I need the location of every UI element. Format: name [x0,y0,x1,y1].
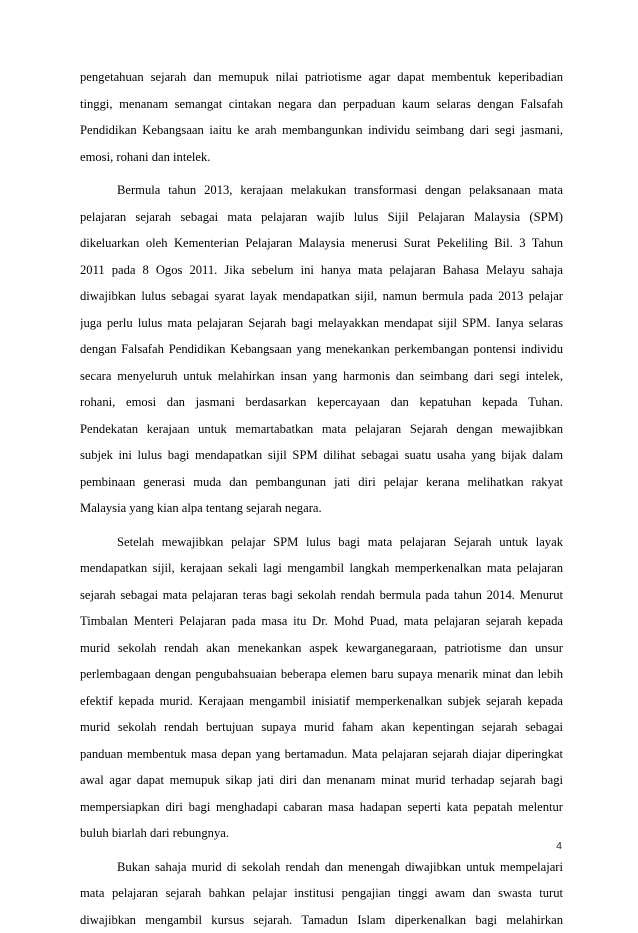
text-line: buluh biarlah dari rebungnya. [80,820,563,847]
text-line: Pendidikan Kebangsaan iaitu ke arah membangunkan individu seimbang dari segi jasmani, [80,117,563,144]
text-line: mempersiapkan diri bagi menghadapi cabaran masa hadapan seperti kata pepatah melentur [80,794,563,821]
text-line: tinggi, menanam semangat cintakan negara dan perpaduan kaum selaras dengan Falsafah [80,91,563,118]
text-line: juga perlu lulus mata pelajaran Sejarah bagi melayakkan mendapat sijil SPM. Ianya selaras [80,310,563,337]
text-line: dengan Falsafah Pendidikan Kebangsaan yang menekankan perkembangan pontensi individu [80,336,563,363]
text-line: panduan membentuk masa depan yang bertamadun. Mata pelajaran sejarah diajar diperingkat [80,741,563,768]
text-line: Bermula tahun 2013, kerajaan melakukan transformasi dengan pelaksanaan mata [80,177,563,204]
text-line: Setelah mewajibkan pelajar SPM lulus bagi mata pelajaran Sejarah untuk layak [80,529,563,556]
text-line: pengetahuan sejarah dan memupuk nilai patriotisme agar dapat membentuk keperibadian [80,64,563,91]
paragraph-1 [80,64,563,170]
text-line: dikeluarkan oleh Kementerian Pelajaran Malaysia menerusi Surat Pekeliling Bil. 3 Tahun [80,230,563,257]
text-line: Pendekatan kerajaan untuk memartabatkan mata pelajaran Sejarah dengan mewajibkan [80,416,563,443]
text-line: Bukan sahaja murid di sekolah rendah dan menengah diwajibkan untuk mempelajari [80,854,563,881]
text-line: Malaysia yang kian alpa tentang sejarah negara. [80,495,563,522]
text-line: perlembagaan dengan pengubahsuaian beberapa elemen baru supaya menarik minat dan lebih [80,661,563,688]
paragraph-gap [80,170,563,177]
page-number: 4 [556,840,562,852]
text-line: awal agar dapat memupuk sikap jati diri dan menanam minat murid terhadap sejarah bagi [80,767,563,794]
text-line: secara menyeluruh untuk melahirkan insan yang harmonis dan seimbang dari segi intelek, [80,363,563,390]
text-line: pelajaran sejarah sebagai mata pelajaran wajib lulus Sijil Pelajaran Malaysia (SPM) [80,204,563,231]
text-line: pembinaan generasi muda dan pembangunan jati diri pelajar kerana melihatkan rakyat [80,469,563,496]
text-line: efektif kepada murid. Kerajaan mengambil inisiatif memperkenalkan subjek sejarah kepada [80,688,563,715]
text-line: murid sekolah rendah bertujuan supaya murid faham akan kepentingan sejarah sebagai [80,714,563,741]
paragraph-2 [80,177,563,522]
paragraph-gap [80,522,563,529]
paragraph-gap [80,847,563,854]
text-line: subjek ini lulus bagi mendapatkan sijil SPM dilihat sebagai suatu usaha yang bijak dalam [80,442,563,469]
text-line: sejarah sebagai mata pelajaran teras bagi sekolah rendah bermula pada tahun 2014. Menurut [80,582,563,609]
paragraph-4 [80,854,563,933]
page-body [80,64,563,933]
text-line: mendapatkan sijil, kerajaan sekali lagi mengambil langkah memperkenalkan mata pelajaran [80,555,563,582]
paragraph-3 [80,529,563,847]
text-line: diwajibkan mengambil kursus sejarah. Tamadun Islam diperkenalkan bagi melahirkan [80,907,563,933]
text-line: diwajibkan lulus sebagai syarat layak mendapatkan sijil, namun bermula pada 2013 pelajar [80,283,563,310]
text-line: mata pelajaran sejarah bahkan pelajar institusi pengajian tinggi awam dan swasta turut [80,880,563,907]
text-line: 2011 pada 8 Ogos 2011. Jika sebelum ini hanya mata pelajaran Bahasa Melayu sahaja [80,257,563,284]
text-line: emosi, rohani dan intelek. [80,144,563,171]
text-line: Timbalan Menteri Pelajaran pada masa itu Dr. Mohd Puad, mata pelajaran sejarah kepada [80,608,563,635]
text-line: rohani, emosi dan jasmani berdasarkan kepercayaan dan kepatuhan kepada Tuhan. [80,389,563,416]
text-line: murid sekolah rendah akan menekankan aspek kewarganegaraan, patriotisme dan unsur [80,635,563,662]
